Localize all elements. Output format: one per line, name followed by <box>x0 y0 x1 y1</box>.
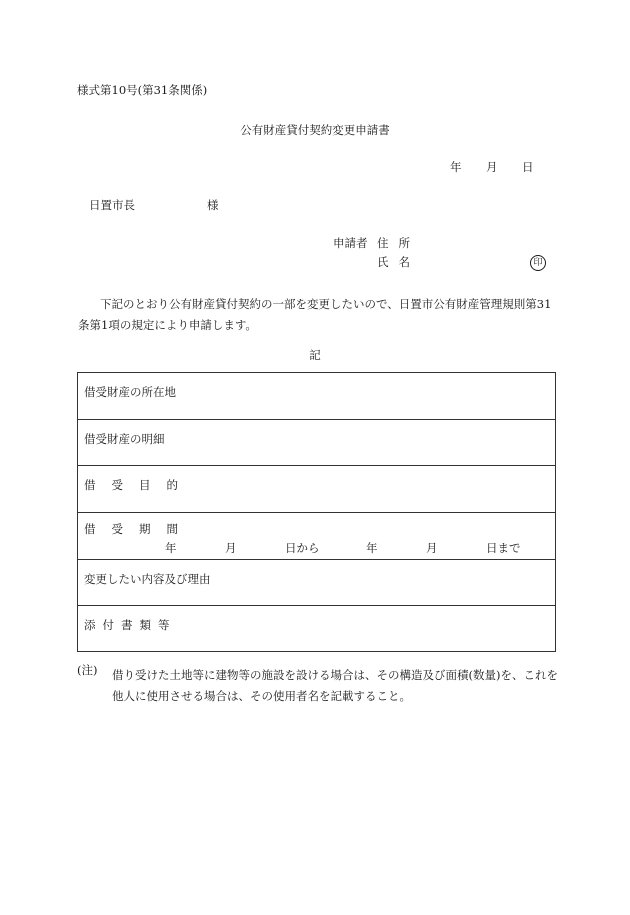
period-end-month: 月 <box>426 540 438 555</box>
row-label-details: 借受財産の明細 <box>84 431 165 446</box>
table-row-location <box>78 373 555 420</box>
period-end-day: 日まで <box>486 540 521 555</box>
date-year-label: 年 <box>450 160 462 174</box>
addressee-name: 日置市長 <box>89 198 135 212</box>
row-label-location: 借受財産の所在地 <box>84 385 176 399</box>
ki-heading: 記 <box>309 348 321 362</box>
note-text: 借り受けた土地等に建物等の施設を設ける場合は、その構造及び面積(数量)を、これを他人に使用させる場合は、その使用者名を記載すること。 <box>112 668 558 703</box>
table-row-change-reason <box>78 560 555 607</box>
address-label: 住所 <box>377 236 420 250</box>
table-row-details <box>78 420 555 467</box>
applicant-label: 申請者 <box>333 236 368 250</box>
note-label: (注) <box>77 663 98 677</box>
period-end-year: 年 <box>366 540 378 555</box>
seal-mark: 印 <box>530 255 546 271</box>
name-label: 氏名 <box>377 255 420 269</box>
row-label-attachments: 添付書類等 <box>84 618 177 633</box>
row-label-purpose: 借受目的 <box>84 478 194 493</box>
period-start-day: 日から <box>285 540 320 555</box>
table-row-purpose <box>78 466 555 513</box>
period-start-month: 月 <box>225 540 237 555</box>
date-day-label: 日 <box>522 160 534 174</box>
period-start-year: 年 <box>165 540 177 555</box>
row-label-change-reason: 変更したい内容及び理由 <box>84 571 211 586</box>
table-row-period <box>78 513 555 560</box>
form-number: 様式第10号(第31条関係) <box>77 83 208 97</box>
document-title: 公有財産貸付契約変更申請書 <box>240 123 390 137</box>
row-label-period: 借受期間 <box>84 521 194 536</box>
request-body <box>78 294 558 336</box>
table-row-attachments <box>78 606 555 653</box>
request-body-text: 下記のとおり公有財産貸付契約の一部を変更したいので、日置市公有財産管理規則第31条第1項の規定により申請します。 <box>78 297 552 332</box>
addressee-honorific: 様 <box>207 198 219 212</box>
date-month-label: 月 <box>486 160 498 174</box>
details-table <box>77 372 556 652</box>
